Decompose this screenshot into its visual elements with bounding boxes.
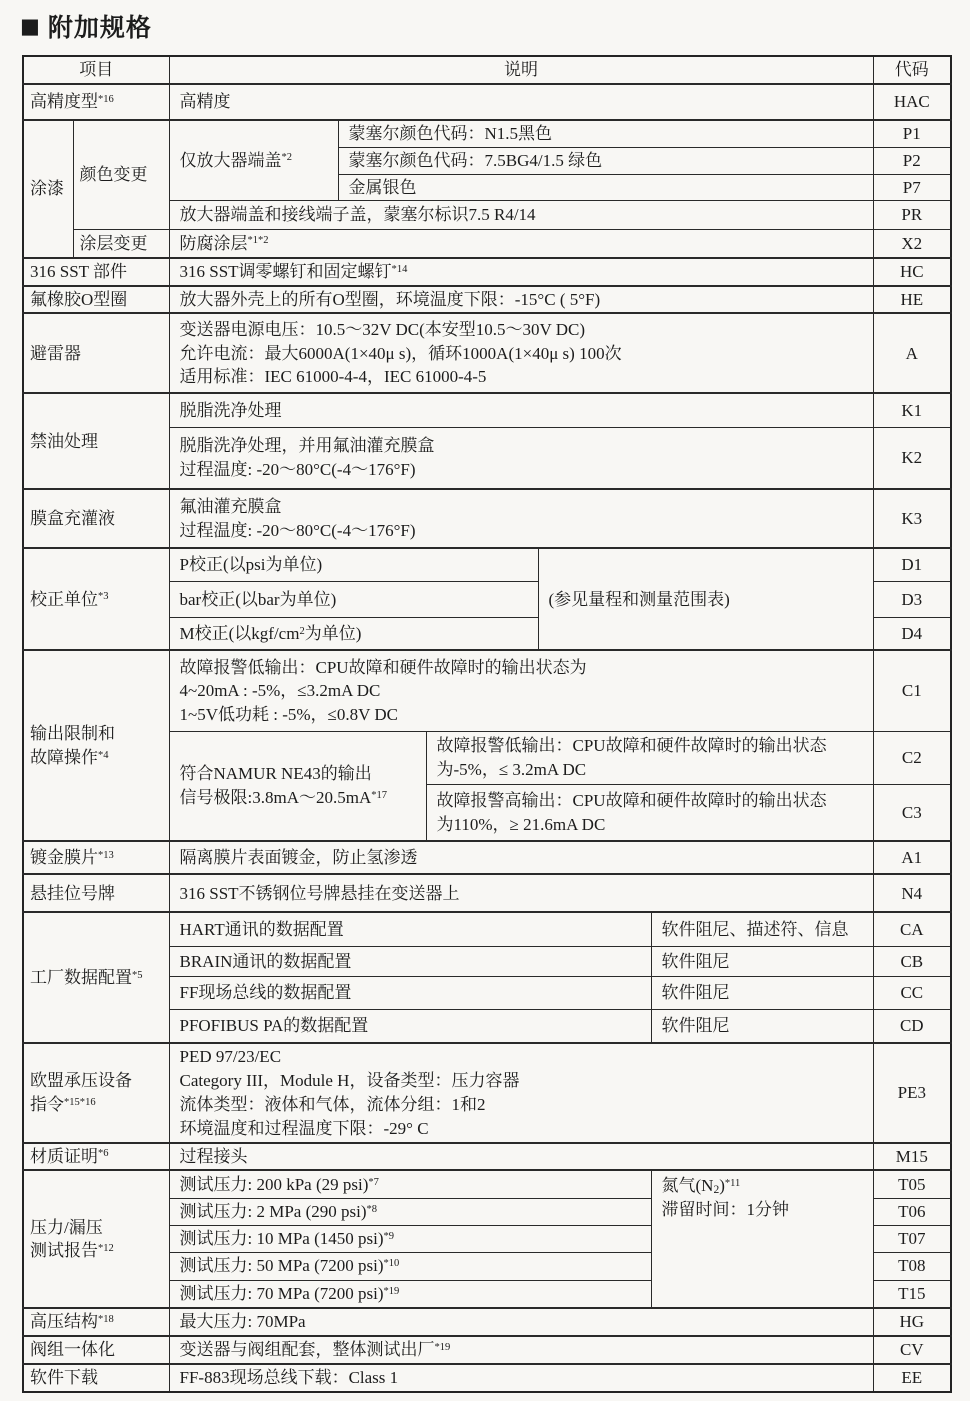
desc-cell: HART通讯的数据配置: [169, 912, 651, 946]
code-ee: EE: [873, 1364, 951, 1392]
page-title-text: 附加规格: [47, 13, 152, 42]
row-x2: [23, 230, 951, 258]
desc-cell: 蒙塞尔颜色代码：7.5BG4/1.5 绿色: [338, 147, 873, 174]
desc-nitrogen: 氮气$(N_2)^{*11}$ 滞留时间：1分钟: [651, 1170, 873, 1308]
item-color-change: 颜色变更: [73, 120, 169, 230]
desc-cell: M校正(以kgf/$cm^2$为单位): [169, 617, 538, 650]
code-c3: C3: [873, 784, 951, 841]
row-hg: [23, 1308, 951, 1336]
desc-cell: 故障报警低输出：CPU故障和硬件故障时的输出状态 为-5%，≤ 3.2mA DC: [426, 731, 873, 784]
code-t07: T07: [873, 1225, 951, 1252]
desc-cell: 软件阻尼: [651, 946, 873, 976]
desc-cell: PED 97/23/EC Category III，Module H，设备类型：压力容器 流体类型：液体和气体，流体分组：1和2 环境温度和过程温度下限：-29° C: [169, 1043, 873, 1142]
header-description: 说明: [169, 56, 873, 84]
code-cv: CV: [873, 1336, 951, 1364]
code-he: HE: [873, 286, 951, 314]
row-c1: [23, 650, 951, 731]
row-k1: [23, 393, 951, 427]
desc-amplifier-cover-only: 仅放大器端盖$^{*2}$: [169, 120, 338, 201]
desc-cell: bar校正(以bar为单位): [169, 581, 538, 617]
row-d1: [23, 548, 951, 581]
item-high-accuracy-type: 高精度型$^{*16}$: [23, 84, 169, 120]
item-316-sst-parts: 316 SST 部件: [23, 258, 169, 286]
row-t05: [23, 1170, 951, 1198]
row-hac: [23, 84, 951, 120]
desc-namur-ne43: 符合NAMUR NE43的输出 信号极限$:3.8mA\sim 20.5mA^{*17}$: [169, 731, 426, 841]
code-c1: C1: [873, 650, 951, 731]
desc-cell: 放大器外壳上的所有O型圈，环境温度下限：-15°C ( 5°F): [169, 286, 873, 314]
desc-cell: 变送器电源电压：10.5～32V DC(本安型10.5～30V DC) 允许电流：最大6000A(1×40μ s)，循环1000A(1×40μ s) 100次 适用标准：IEC 61000-4-4，IEC 61000-4-5: [169, 313, 873, 393]
code-n4: N4: [873, 874, 951, 912]
desc-cell: 高精度: [169, 84, 873, 120]
item-capsule-fill-fluid: 膜盒充灌液: [23, 489, 169, 548]
code-k1: K1: [873, 393, 951, 427]
table-header-row: [23, 56, 951, 84]
code-a1: A1: [873, 841, 951, 874]
desc-cell: 脱脂洗净处理: [169, 393, 873, 427]
desc-cell: 蒙塞尔颜色代码：N1.5黑色: [338, 120, 873, 147]
code-cc: CC: [873, 976, 951, 1009]
desc-cell: 隔离膜片表面镀金，防止氢渗透: [169, 841, 873, 874]
row-a1: [23, 841, 951, 874]
page-title: [20, 8, 152, 44]
code-cd: CD: [873, 1009, 951, 1043]
desc-see-range-table: (参见量程和测量范围表): [538, 548, 873, 650]
row-ee: [23, 1364, 951, 1392]
code-k3: K3: [873, 489, 951, 548]
code-c2: C2: [873, 731, 951, 784]
code-t15: T15: [873, 1280, 951, 1308]
desc-cell: 316 SST不锈钢位号牌悬挂在变送器上: [169, 874, 873, 912]
desc-cell: 故障报警低输出：CPU故障和硬件故障时的输出状态为 4~20mA : -5%，≤3.2mA DC 1~5V低功耗 : -5%，≤0.8V DC: [169, 650, 873, 731]
row-ca: [23, 912, 951, 946]
code-p1: P1: [873, 120, 951, 147]
desc-cell: FF-883现场总线下载：Class 1: [169, 1364, 873, 1392]
desc-cell: 测试压力: 70 MPa (7200 psi)$^{*19}$: [169, 1280, 651, 1308]
header-item: 项目: [23, 56, 169, 84]
row-p1: [23, 120, 951, 147]
desc-cell: 金属银色: [338, 174, 873, 201]
item-factory-data-config: 工厂数据配置$^{*5}$: [23, 912, 169, 1043]
row-a: [23, 313, 951, 393]
item-manifold-integrated: 阀组一体化: [23, 1336, 169, 1364]
code-t06: T06: [873, 1198, 951, 1225]
code-d3: D3: [873, 581, 951, 617]
desc-cell: 软件阻尼: [651, 976, 873, 1009]
desc-cell: 软件阻尼: [651, 1009, 873, 1043]
item-paint: 涂漆: [23, 120, 73, 258]
desc-cell: 316 SST调零螺钉和固定螺钉$^{*14}$: [169, 258, 873, 286]
desc-cell: 放大器端盖和接线端子盖，蒙塞尔标识7.5 R4/14: [169, 201, 873, 230]
item-eu-ped: 欧盟承压设备 指令$^{*15*16}$: [23, 1043, 169, 1142]
row-n4: [23, 874, 951, 912]
row-pe3: [23, 1043, 951, 1142]
item-gold-plated-diaphragm: 镀金膜片$^{*13}$: [23, 841, 169, 874]
item-pressure-leak-test: 压力/漏压 测试报告$^{*12}$: [23, 1170, 169, 1308]
desc-cell: 测试压力: 10 MPa (1450 psi)$^{*9}$: [169, 1225, 651, 1252]
desc-cell: BRAIN通讯的数据配置: [169, 946, 651, 976]
desc-cell: FF现场总线的数据配置: [169, 976, 651, 1009]
desc-cell: 脱脂洗净处理，并用氟油灌充膜盒 过程温度: -20～80°C(-4～176°F): [169, 427, 873, 489]
desc-cell: 变送器与阀组配套，整体测试出厂$^{*19}$: [169, 1336, 873, 1364]
item-hanging-tag: 悬挂位号牌: [23, 874, 169, 912]
code-a: A: [873, 313, 951, 393]
code-pe3: PE3: [873, 1043, 951, 1142]
desc-cell: 测试压力: 50 MPa (7200 psi)$^{*10}$: [169, 1252, 651, 1280]
item-calibration-units: 校正单位$^{*3}$: [23, 548, 169, 650]
desc-cell: 最大压力: 70MPa: [169, 1308, 873, 1336]
code-hg: HG: [873, 1308, 951, 1336]
desc-cell: 测试压力: 2 MPa (290 psi)$^{*8}$: [169, 1198, 651, 1225]
desc-cell: 氟油灌充膜盒 过程温度: -20～80°C(-4～176°F): [169, 489, 873, 548]
desc-cell: 故障报警高输出：CPU故障和硬件故障时的输出状态 为110%，≥ 21.6mA DC: [426, 784, 873, 841]
code-t05: T05: [873, 1170, 951, 1198]
code-p2: P2: [873, 147, 951, 174]
desc-cell: 防腐涂层$^{*1*2}$: [169, 230, 873, 258]
desc-cell: 软件阻尼、描述符、信息: [651, 912, 873, 946]
code-d4: D4: [873, 617, 951, 650]
header-code: 代码: [873, 56, 951, 84]
row-he: [23, 286, 951, 314]
code-cb: CB: [873, 946, 951, 976]
item-software-download: 软件下载: [23, 1364, 169, 1392]
desc-cell: P校正(以psi为单位): [169, 548, 538, 581]
code-hc: HC: [873, 258, 951, 286]
item-high-pressure-structure: 高压结构$^{*18}$: [23, 1308, 169, 1336]
desc-cell: PFOFIBUS PA的数据配置: [169, 1009, 651, 1043]
code-d1: D1: [873, 548, 951, 581]
item-material-certificate: 材质证明$^{*6}$: [23, 1143, 169, 1171]
row-k3: [23, 489, 951, 548]
row-hc: [23, 258, 951, 286]
desc-cell: 过程接头: [169, 1143, 873, 1171]
item-oil-prohibited: 禁油处理: [23, 393, 169, 489]
item-fluoro-oring: 氟橡胶O型圈: [23, 286, 169, 314]
desc-cell: 测试压力: 200 kPa (29 psi)$^{*7}$: [169, 1170, 651, 1198]
row-m15: [23, 1143, 951, 1171]
code-t08: T08: [873, 1252, 951, 1280]
code-ca: CA: [873, 912, 951, 946]
code-pr: PR: [873, 201, 951, 230]
item-output-limits: 输出限制和 故障操作$^{*4}$: [23, 650, 169, 841]
code-x2: X2: [873, 230, 951, 258]
item-lightning-arrester: 避雷器: [23, 313, 169, 393]
code-p7: P7: [873, 174, 951, 201]
row-cv: [23, 1336, 951, 1364]
additional-specs-table: [22, 55, 952, 1393]
code-hac: HAC: [873, 84, 951, 120]
title-square-icon: ■: [20, 13, 41, 38]
code-k2: K2: [873, 427, 951, 489]
code-m15: M15: [873, 1143, 951, 1171]
item-coating-change: 涂层变更: [73, 230, 169, 258]
